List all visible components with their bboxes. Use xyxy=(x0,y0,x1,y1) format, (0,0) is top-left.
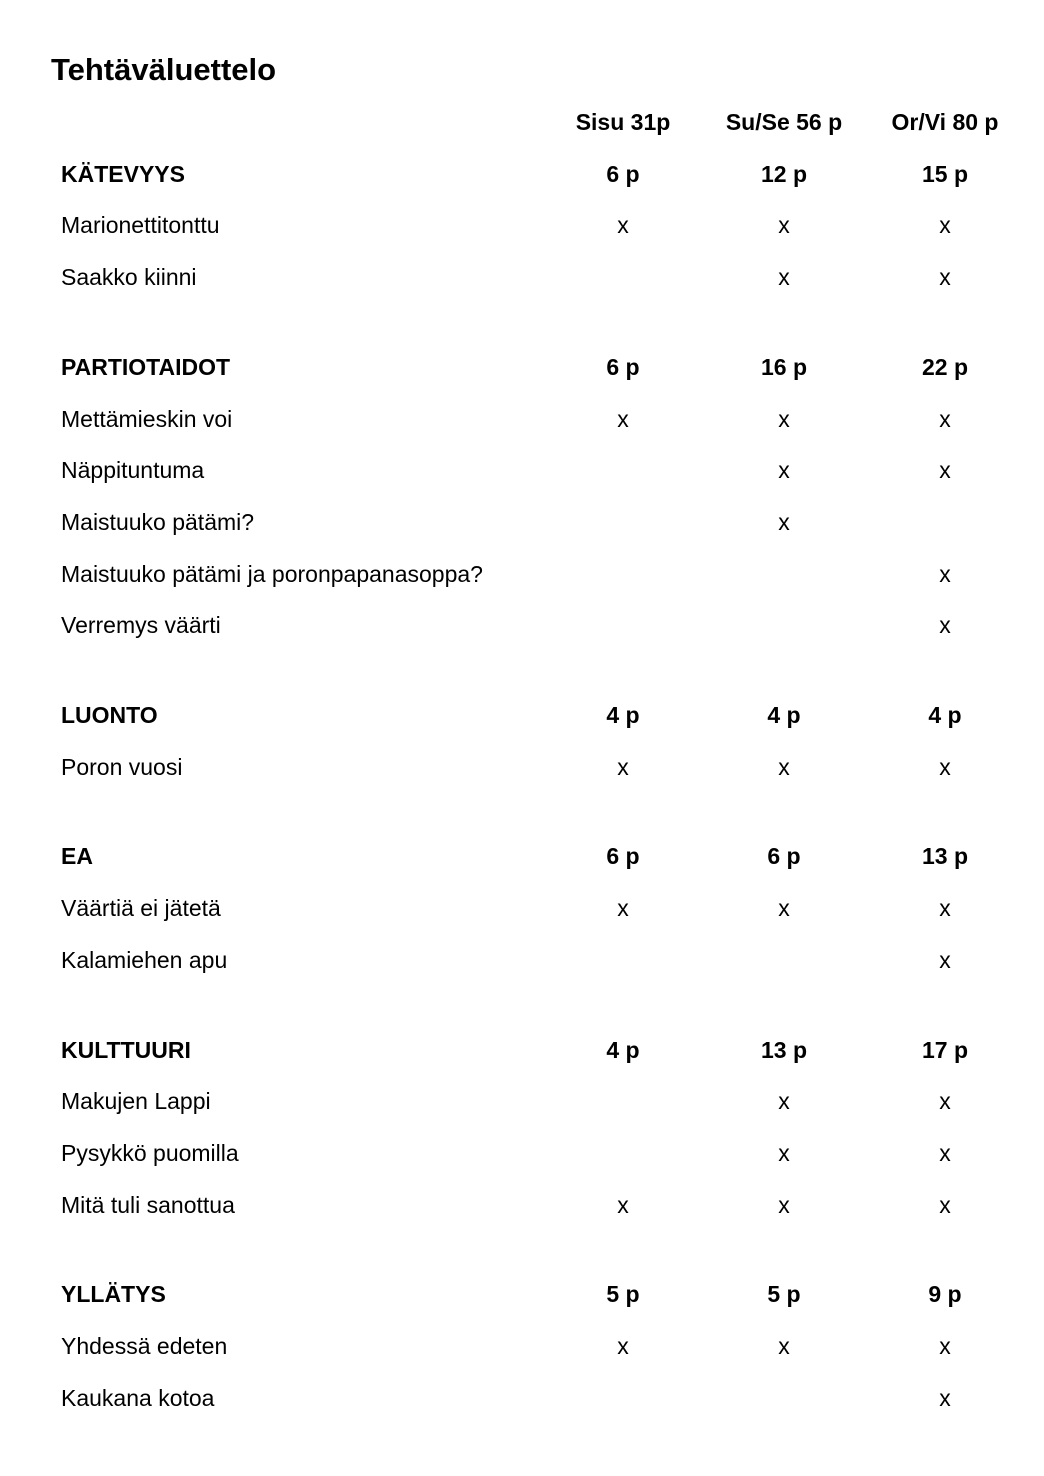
task-mark: x xyxy=(939,1384,951,1411)
section-heading: EA xyxy=(61,843,93,870)
task-mark xyxy=(704,559,864,589)
task-mark: x xyxy=(778,212,790,239)
task-name: Väärtiä ei jätetä xyxy=(61,895,221,922)
section-points: 4 p xyxy=(606,1036,640,1063)
task-mark xyxy=(543,559,703,589)
task-mark: x xyxy=(939,1088,951,1115)
task-mark: x xyxy=(617,895,629,922)
section-heading: YLLÄTYS xyxy=(61,1281,166,1308)
task-mark: x xyxy=(778,753,790,780)
section-points: 6 p xyxy=(606,353,640,380)
section-heading: PARTIOTAIDOT xyxy=(61,353,231,380)
section-heading: KÄTEVYYS xyxy=(61,160,185,187)
task-mark: x xyxy=(617,1191,629,1218)
task-mark xyxy=(704,945,864,975)
section-points: 13 p xyxy=(760,1036,808,1063)
task-name: Kalamiehen apu xyxy=(61,946,228,973)
task-mark: x xyxy=(939,895,951,922)
task-mark: x xyxy=(778,1088,790,1115)
task-mark: x xyxy=(617,405,629,432)
task-mark xyxy=(543,455,703,485)
section-points: 6 p xyxy=(767,843,801,870)
task-name: Poron vuosi xyxy=(61,753,183,780)
document-title: Tehtäväluettelo xyxy=(51,52,277,87)
section-points: 13 p xyxy=(921,843,969,870)
task-mark xyxy=(543,507,703,537)
task-name: Maistuuko pätämi ja poronpapanasoppa? xyxy=(61,560,483,587)
section-points: 15 p xyxy=(921,160,969,187)
task-name: Makujen Lappi xyxy=(61,1088,211,1115)
task-mark xyxy=(865,507,1025,537)
task-name: Saakko kiinni xyxy=(61,264,197,291)
task-mark xyxy=(704,610,864,640)
section-points: 12 p xyxy=(760,160,808,187)
column-header: Or/Vi 80 p xyxy=(891,109,999,135)
task-mark: x xyxy=(939,946,951,973)
task-mark: x xyxy=(939,1139,951,1166)
task-name: Mitä tuli sanottua xyxy=(61,1191,235,1218)
task-mark: x xyxy=(939,1191,951,1218)
task-name: Yhdessä edeten xyxy=(61,1333,228,1359)
task-mark xyxy=(543,610,703,640)
section-heading: KULTTUURI xyxy=(61,1036,191,1063)
task-mark: x xyxy=(778,895,790,922)
task-mark: x xyxy=(939,612,951,639)
task-mark xyxy=(543,262,703,292)
task-mark: x xyxy=(778,1139,790,1166)
task-mark: x xyxy=(939,753,951,780)
section-points: 5 p xyxy=(606,1281,640,1308)
task-mark: x xyxy=(939,560,951,587)
task-name: Pysykkö puomilla xyxy=(61,1139,239,1166)
section-points: 17 p xyxy=(921,1036,969,1063)
section-points: 4 p xyxy=(767,702,801,728)
task-mark: x xyxy=(939,405,951,432)
task-mark: x xyxy=(939,1333,951,1359)
task-mark: x xyxy=(617,212,629,239)
column-header: Sisu 31p xyxy=(575,109,671,135)
task-mark: x xyxy=(939,264,951,291)
task-mark: x xyxy=(939,212,951,239)
task-mark: x xyxy=(939,457,951,484)
task-mark: x xyxy=(778,457,790,484)
section-points: 22 p xyxy=(921,353,969,380)
task-name: Verremys väärti xyxy=(61,612,221,639)
section-heading: LUONTO xyxy=(61,702,158,728)
task-mark xyxy=(543,1383,703,1413)
task-mark xyxy=(543,1086,703,1116)
section-points: 9 p xyxy=(928,1281,962,1308)
task-mark: x xyxy=(778,405,790,432)
task-mark: x xyxy=(778,508,790,535)
task-name: Kaukana kotoa xyxy=(61,1384,215,1411)
task-mark: x xyxy=(778,264,790,291)
task-mark: x xyxy=(617,1333,629,1359)
task-mark: x xyxy=(778,1333,790,1359)
task-mark xyxy=(543,945,703,975)
section-points: 4 p xyxy=(928,702,962,728)
task-name: Näppituntuma xyxy=(61,457,205,484)
section-points: 5 p xyxy=(767,1281,801,1308)
task-name: Marionettitonttu xyxy=(61,212,220,239)
column-header: Su/Se 56 p xyxy=(725,109,843,135)
task-mark xyxy=(543,1138,703,1168)
section-points: 6 p xyxy=(606,160,640,187)
task-mark xyxy=(704,1383,864,1413)
section-points: 6 p xyxy=(606,843,640,870)
task-mark: x xyxy=(617,753,629,780)
section-points: 4 p xyxy=(606,702,640,728)
task-name: Mettämieskin voi xyxy=(61,405,233,432)
task-name: Maistuuko pätämi? xyxy=(61,508,255,535)
task-mark: x xyxy=(778,1191,790,1218)
section-points: 16 p xyxy=(760,353,808,380)
